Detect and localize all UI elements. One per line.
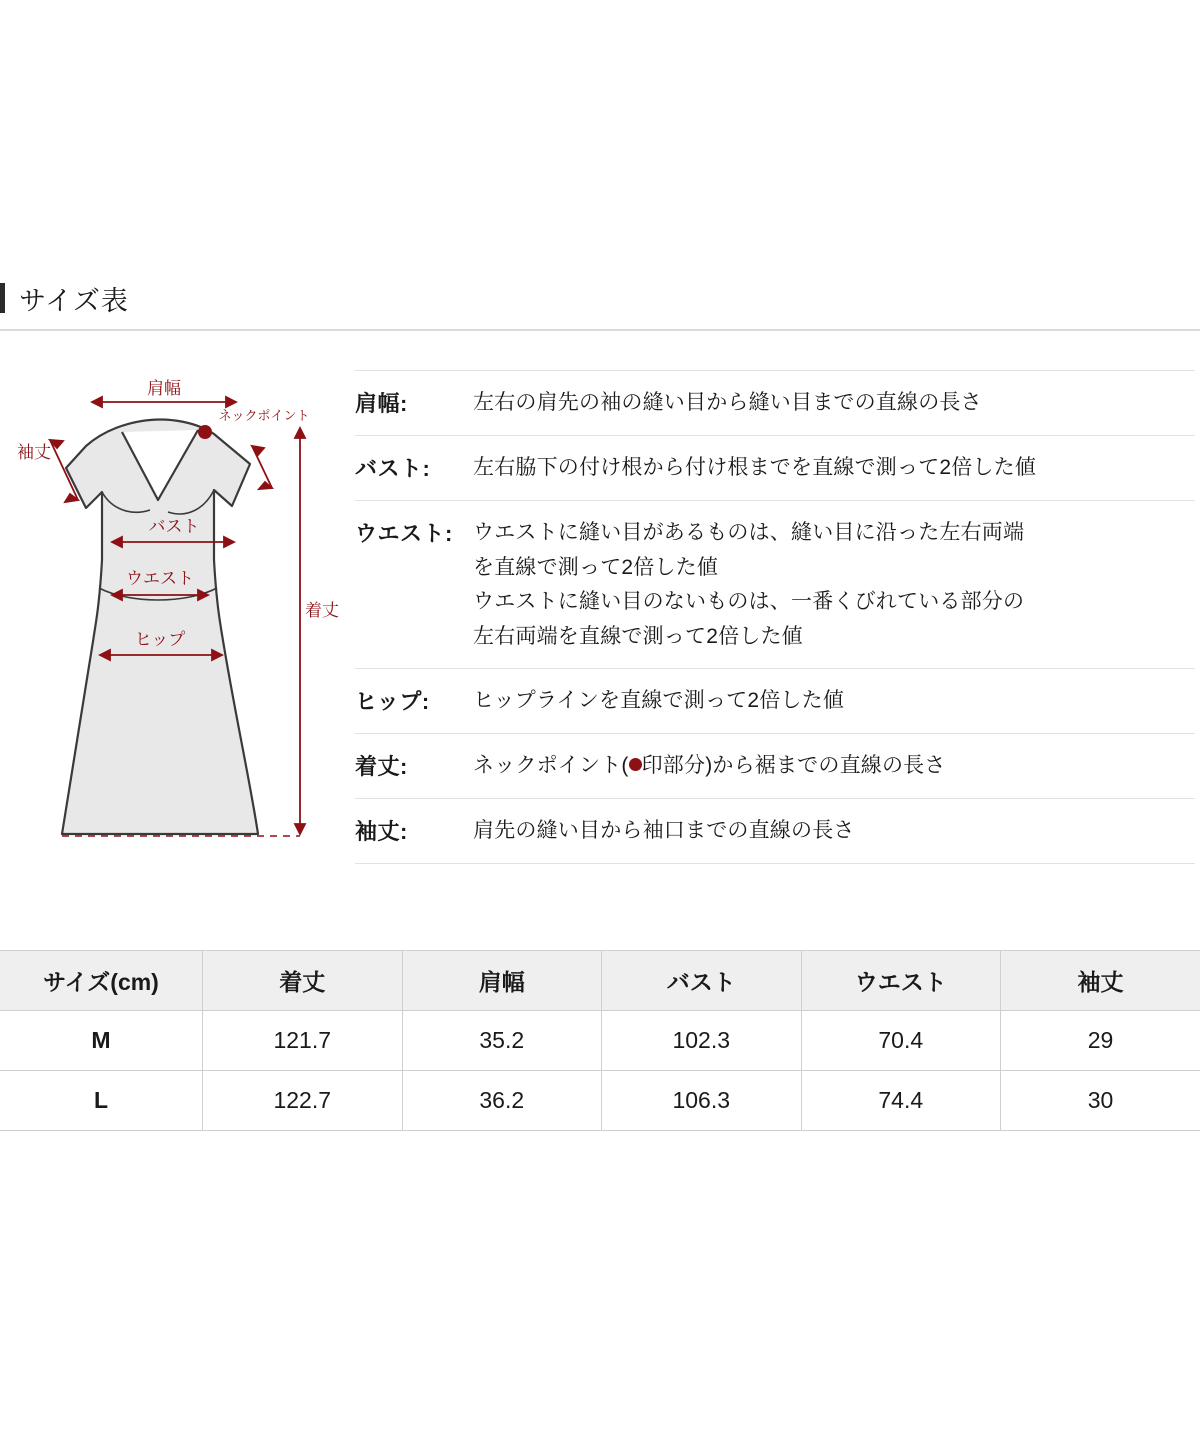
- definition-term: ウエスト:: [355, 521, 453, 546]
- table-cell: 36.2: [402, 1071, 602, 1131]
- definition-row-shoulder: [355, 370, 1195, 436]
- definition-line: 左右の肩先の袖の縫い目から縫い目までの直線の長さ: [473, 391, 982, 414]
- definition-row-bust: [355, 436, 1195, 501]
- definition-line: 左右脇下の付け根から付け根までを直線で測って2倍した値: [473, 456, 1037, 479]
- label-bust: バスト: [148, 517, 200, 536]
- definition-term: 袖丈:: [355, 819, 408, 845]
- table-cell: 35.2: [402, 1011, 602, 1071]
- definition-description: [473, 750, 1195, 783]
- table-header-row: [0, 951, 1200, 1011]
- label-sleeve: 袖丈: [17, 443, 51, 462]
- measurement-definitions: [355, 370, 1195, 864]
- definition-term: ヒップ:: [355, 689, 430, 715]
- definition-row-sleeve: [355, 799, 1195, 864]
- table-header-cell: 肩幅: [402, 951, 602, 1011]
- definition-row-hip: [355, 669, 1195, 734]
- table-cell-size: L: [0, 1071, 203, 1131]
- table-cell-size: M: [0, 1011, 203, 1071]
- definition-term: バスト:: [355, 456, 431, 481]
- heading-label: サイズ表: [19, 285, 129, 316]
- label-waist: ウエスト: [126, 569, 194, 588]
- table-cell: 29: [1001, 1011, 1200, 1071]
- definition-line: [473, 750, 1195, 783]
- table-cell: 74.4: [801, 1071, 1001, 1131]
- table-header-cell: バスト: [602, 951, 802, 1011]
- definition-term: 肩幅:: [355, 391, 408, 416]
- table-header-cell: ウエスト: [801, 951, 1001, 1011]
- definition-line: 左右両端を直線で測って2倍した値: [473, 624, 803, 648]
- definition-description: [473, 452, 1195, 485]
- definition-description: [473, 517, 1195, 653]
- table-cell: 122.7: [203, 1071, 403, 1131]
- neck-point-dot-icon: [629, 758, 642, 771]
- label-neck-point: ネックポイント: [218, 408, 310, 423]
- table-cell: 106.3: [602, 1071, 802, 1131]
- definition-line: を直線で測って2倍した値: [473, 555, 719, 579]
- table-row: [0, 1071, 1200, 1131]
- definition-term: 着丈:: [355, 754, 408, 780]
- garment-diagram: [0, 360, 345, 880]
- definition-line: ウエストに縫い目のないものは、一番くびれている部分の: [473, 590, 1025, 614]
- table-cell: 102.3: [602, 1011, 802, 1071]
- definition-row-waist: [355, 501, 1195, 669]
- table-header-cell: 袖丈: [1001, 951, 1200, 1011]
- definition-row-length: [355, 734, 1195, 799]
- table-row: [0, 1011, 1200, 1071]
- definition-line: ヒップラインを直線で測って2倍した値: [473, 689, 845, 713]
- table-header-cell: 着丈: [203, 951, 403, 1011]
- definition-description: [473, 815, 1195, 848]
- label-shoulder: 肩幅: [147, 379, 181, 398]
- table-cell: 30: [1001, 1071, 1200, 1131]
- definition-description: [473, 387, 1195, 420]
- label-length: 着丈: [305, 601, 339, 620]
- size-table: [0, 950, 1200, 1131]
- table-cell: 121.7: [203, 1011, 403, 1071]
- page-title: [0, 272, 1200, 324]
- definition-line-pre: ネックポイント(: [473, 754, 629, 778]
- table-cell: 70.4: [801, 1011, 1001, 1071]
- label-hip: ヒップ: [134, 630, 186, 649]
- table-header-cell: サイズ(cm): [0, 951, 203, 1011]
- definition-line: 肩先の縫い目から袖口までの直線の長さ: [473, 819, 855, 843]
- heading-accent-bar: [0, 283, 5, 313]
- definition-description: [473, 685, 1195, 718]
- definition-line-post: 印部分)から裾までの直線の長さ: [641, 754, 946, 778]
- heading-divider: [0, 329, 1200, 331]
- definition-line: ウエストに縫い目があるものは、縫い目に沿った左右両端: [473, 521, 1025, 544]
